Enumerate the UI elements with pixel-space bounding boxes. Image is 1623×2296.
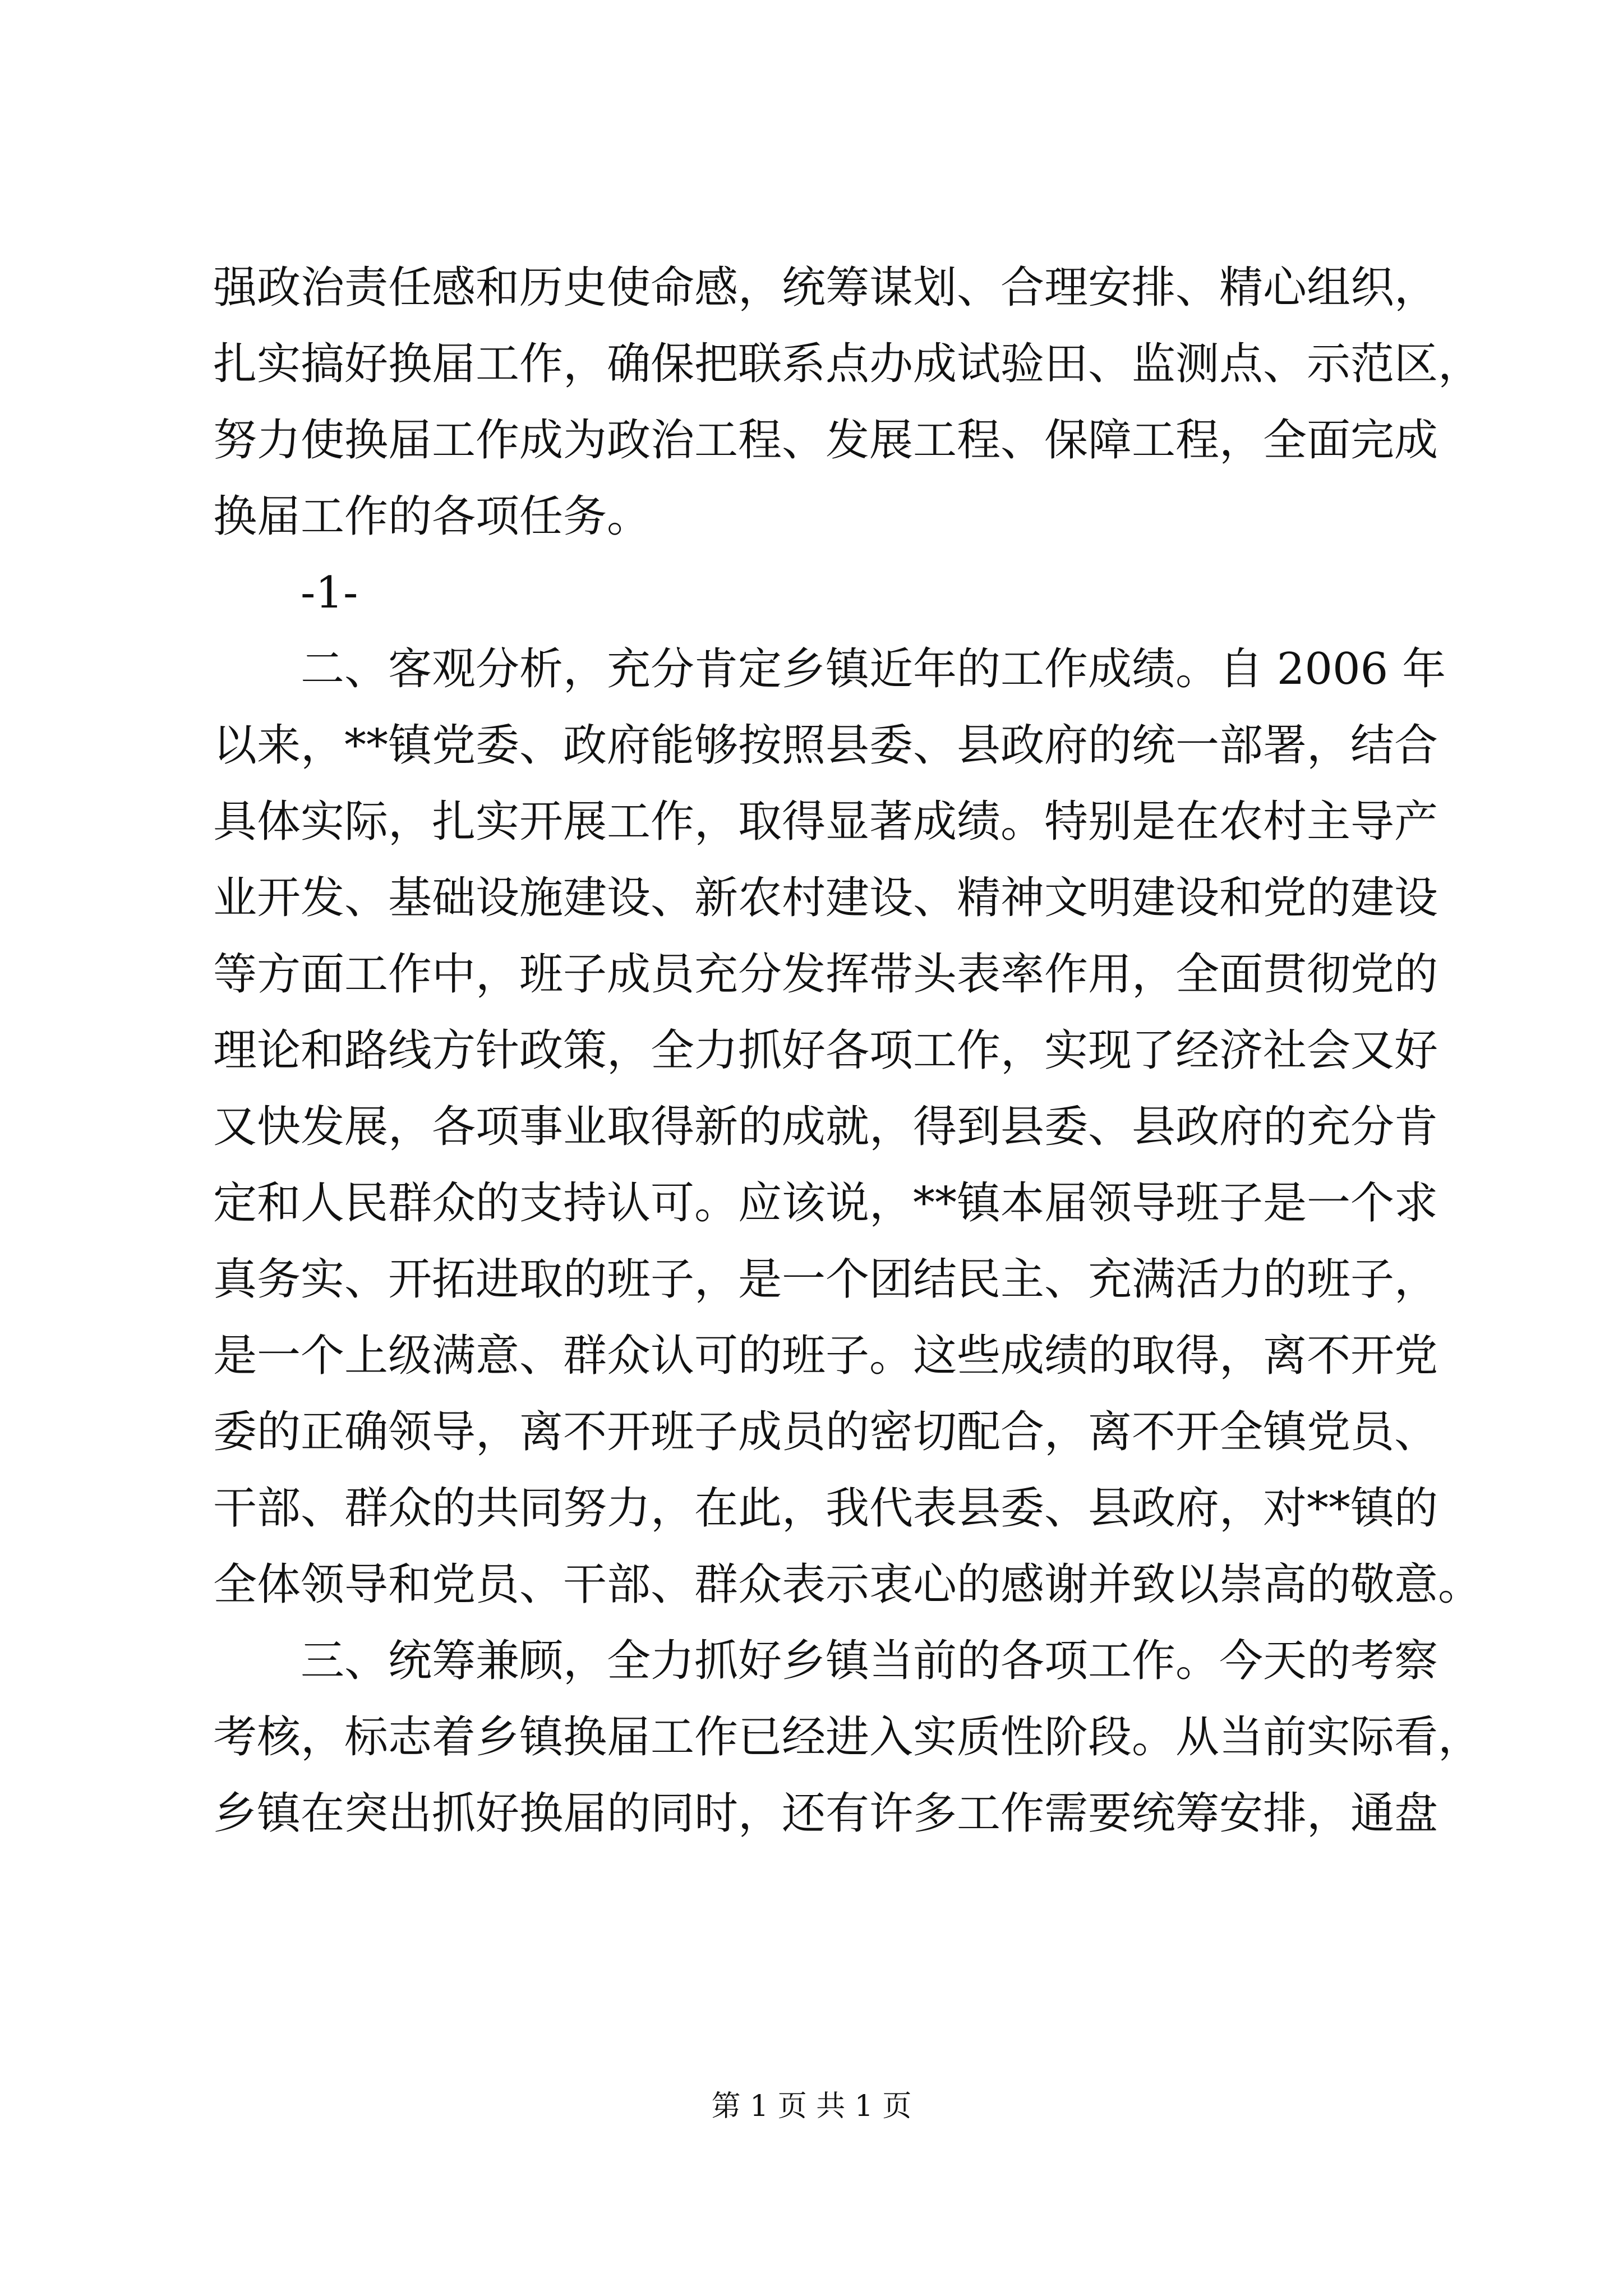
text-line: 全体领导和党员、干部、群众表示衷心的感谢并致以崇高的敬意。 <box>213 1559 1482 1610</box>
section-heading-line: 三、统筹兼顾，全力抓好乡镇当前的各项工作。今天的考察 <box>301 1636 1438 1686</box>
text-line: 乡镇在突出抓好换届的同时，还有许多工作需要统筹安排，通盘 <box>213 1788 1438 1839</box>
text-line: 委的正确领导，离不开班子成员的密切配合，离不开全镇党员、 <box>213 1407 1438 1457</box>
text-line: 以来，**镇党委、政府能够按照县委、县政府的统一部署，结合 <box>213 720 1438 771</box>
text-line: 等方面工作中，班子成员充分发挥带头表率作用，全面贯彻党的 <box>213 949 1438 1000</box>
text-line: 又快发展，各项事业取得新的成就，得到县委、县政府的充分肯 <box>213 1102 1438 1152</box>
text-line: 业开发、基础设施建设、新农村建设、精神文明建设和党的建设 <box>213 873 1438 923</box>
text-line: 定和人民群众的支持认可。应该说，**镇本届领导班子是一个求 <box>213 1178 1438 1228</box>
document-body <box>213 250 1482 1852</box>
text-line: 考核，标志着乡镇换届工作已经进入实质性阶段。从当前实际看， <box>213 1712 1482 1763</box>
text-line: 强政治责任感和历史使命感，统筹谋划、合理安排、精心组织， <box>213 263 1438 313</box>
text-line: 干部、群众的共同努力，在此，我代表县委、县政府，对**镇的 <box>213 1483 1438 1534</box>
text-line: 努力使换届工作成为政治工程、发展工程、保障工程，全面完成 <box>213 415 1438 466</box>
page-marker: -1- <box>301 568 358 618</box>
page-footer: 第 1 页 共 1 页 <box>711 2090 912 2123</box>
text-line: 是一个上级满意、群众认可的班子。这些成绩的取得，离不开党 <box>213 1331 1438 1381</box>
text-line: 换届工作的各项任务。 <box>213 491 651 542</box>
text-line: 具体实际，扎实开展工作，取得显著成绩。特别是在农村主导产 <box>213 797 1438 847</box>
text-line: 扎实搞好换届工作，确保把联系点办成试验田、监测点、示范区， <box>213 339 1482 389</box>
text-line: 真务实、开拓进取的班子，是一个团结民主、充满活力的班子， <box>213 1254 1438 1305</box>
section-heading-line: 二、客观分析，充分肯定乡镇近年的工作成绩。自 2006 年 <box>301 644 1446 694</box>
text-line: 理论和路线方针政策，全力抓好各项工作，实现了经济社会又好 <box>213 1025 1438 1076</box>
